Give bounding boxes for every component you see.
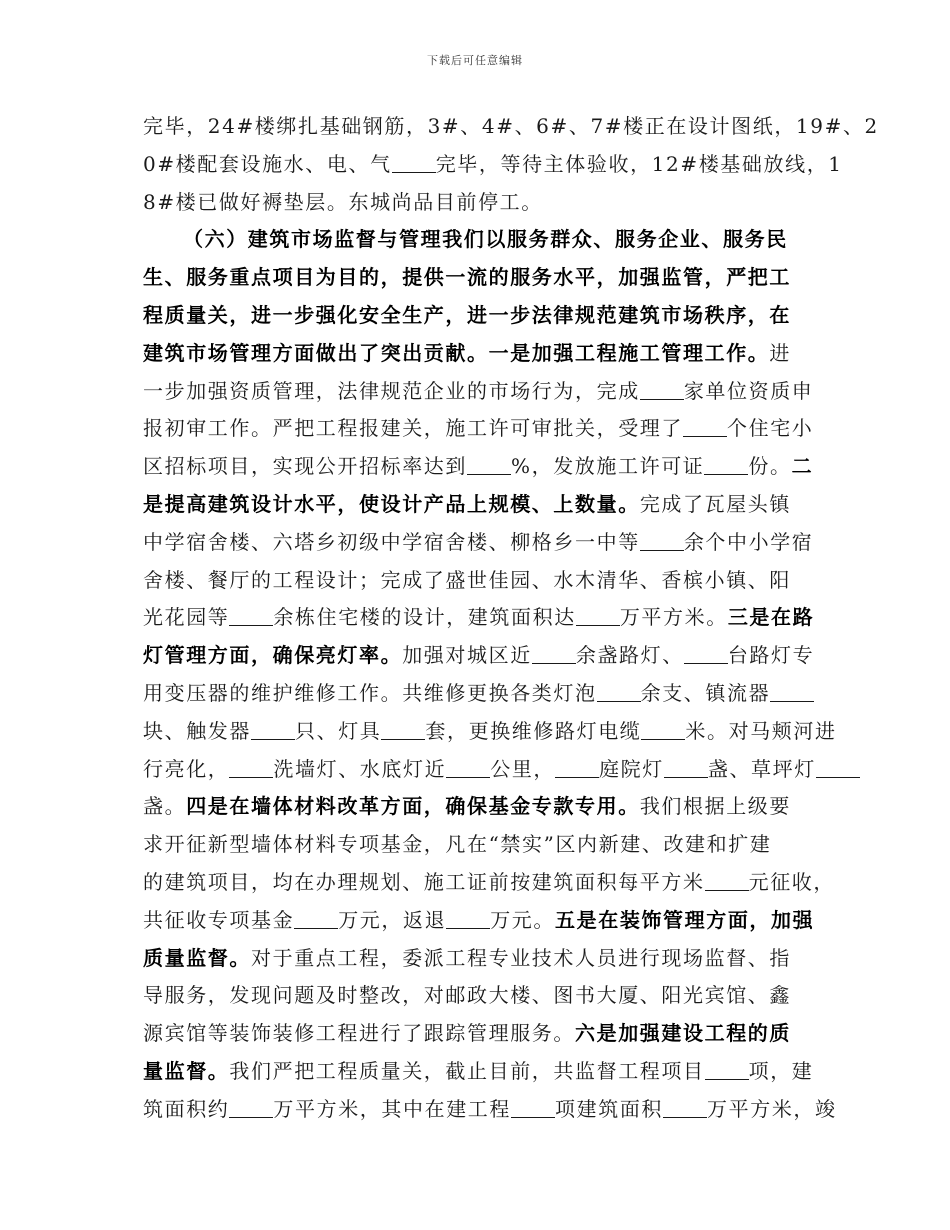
- text-line: [143, 373, 813, 411]
- fill-in-blank: [532, 645, 576, 664]
- fill-in-blank: [664, 759, 708, 778]
- bold-text: 六是加强建设工程的质: [575, 1021, 791, 1046]
- text-line: [143, 297, 813, 335]
- text-segment: 求开征新型墙体材料专项基金，凡在“禁实”区内新建、改建和扩建: [143, 832, 772, 857]
- bold-text: 二: [791, 454, 814, 479]
- fill-in-blank: [663, 1099, 707, 1118]
- text-segment: 套，更换维修路灯电缆: [425, 718, 642, 743]
- text-segment: 用变压器的维护维修工作。共维修更换各类灯泡: [143, 680, 597, 705]
- fill-in-blank: [684, 645, 728, 664]
- bold-text: （六）建筑市场监督与管理我们以服务群众、服务企业、服务民: [183, 227, 788, 252]
- text-segment: 报初审工作。严把工程报建关，施工许可审批关，受理了: [143, 416, 683, 441]
- text-segment: 源宾馆等装饰装修工程进行了跟踪管理服务。: [143, 1021, 575, 1046]
- text-line: [143, 788, 813, 826]
- document-body: [143, 108, 879, 1129]
- bold-text: 四是在墙体材料改革方面，确保基金专款专用。: [186, 794, 640, 819]
- fill-in-blank: [446, 910, 490, 929]
- fill-in-blank: [467, 456, 511, 475]
- fill-in-blank: [640, 381, 684, 400]
- bold-text: 质量监督。: [143, 945, 251, 970]
- text-line: [143, 335, 813, 373]
- page-header: 下载后可任意编辑: [427, 54, 523, 67]
- fill-in-blank: [705, 1061, 749, 1080]
- text-line: [143, 637, 813, 675]
- text-segment: 余盏路灯、: [575, 643, 684, 668]
- fill-in-blank: [641, 721, 685, 740]
- fill-in-blank: [683, 418, 727, 437]
- text-segment: 项，建: [748, 1058, 814, 1083]
- fill-in-blank: [576, 607, 620, 626]
- text-line: [143, 486, 813, 524]
- bold-text: 五是在装饰管理方面，加强: [555, 907, 815, 932]
- text-line: [143, 1091, 837, 1129]
- text-segment: 盏。: [143, 794, 187, 819]
- text-line: [143, 1053, 813, 1091]
- text-segment: 万平方米。: [619, 605, 728, 630]
- text-segment: 份。: [748, 454, 792, 479]
- text-segment: 万元，返退: [338, 907, 447, 932]
- bold-text: 是提高建筑设计水平，使设计产品上规模、上数量。: [143, 491, 640, 516]
- bold-text: 生、服务重点项目为目的，提供一流的服务水平，加强监管，严把工: [143, 265, 791, 290]
- text-segment: 米。对马颊河进: [685, 718, 837, 743]
- text-line: [143, 940, 813, 978]
- text-segment: 光花园等: [143, 605, 230, 630]
- text-segment: 万平方米，其中在建工程: [273, 1096, 512, 1121]
- text-segment: 余个中小学宿: [683, 529, 814, 554]
- text-line: [143, 977, 813, 1015]
- text-segment: 家单位资质申: [683, 378, 814, 403]
- text-segment: 我们严把工程质量关，截止目前，共监督工程项目: [229, 1058, 705, 1083]
- text-line: [143, 562, 813, 600]
- fill-in-blank: [229, 759, 273, 778]
- text-line: [143, 713, 837, 751]
- text-segment: 万元。: [490, 907, 556, 932]
- fill-in-blank: [597, 683, 641, 702]
- text-line: [143, 751, 816, 789]
- fill-in-blank: [229, 1099, 273, 1118]
- text-segment: 区招标项目，实现公开招标率达到: [143, 454, 467, 479]
- text-segment: 万平方米，竣: [707, 1096, 837, 1121]
- text-segment: 一步加强资质管理，法律规范企业的市场行为，完成: [143, 378, 640, 403]
- text-segment: 台路灯专: [727, 643, 815, 668]
- fill-in-blank: [704, 456, 748, 475]
- text-segment: 完毕，等待主体验收，12#楼基础放线，1: [435, 151, 843, 176]
- text-line: [143, 826, 813, 864]
- bold-text: 灯管理方面，确保亮灯率。: [143, 643, 403, 668]
- text-segment: 块、触发器: [143, 718, 251, 743]
- text-segment: 的建筑项目，均在办理规划、施工证前按建筑面积每平方米: [143, 869, 705, 894]
- text-line: [143, 864, 836, 902]
- text-line: [143, 184, 813, 222]
- fill-in-blank: [816, 759, 860, 778]
- fill-in-blank: [381, 721, 425, 740]
- text-line: [143, 675, 813, 713]
- text-segment: 共征收专项基金: [143, 907, 295, 932]
- text-line: [143, 524, 813, 562]
- bold-text: 三是在路: [727, 605, 815, 630]
- fill-in-blank: [770, 683, 814, 702]
- fill-in-blank: [294, 910, 338, 929]
- text-segment: 0#楼配套设施水、电、气: [143, 151, 392, 176]
- text-segment: 筑面积约: [143, 1096, 230, 1121]
- fill-in-blank: [511, 1099, 555, 1118]
- bold-text: 程质量关，进一步强化安全生产，进一步法律规范建筑市场秩序，在: [143, 302, 791, 327]
- text-segment: 完成了瓦屋头镇: [639, 491, 792, 516]
- fill-in-blank: [392, 154, 436, 173]
- fill-in-blank: [705, 872, 749, 891]
- text-segment: 我们根据上级要: [639, 794, 792, 819]
- text-segment: 行亮化，: [143, 756, 230, 781]
- text-segment: 庭院灯: [599, 756, 664, 781]
- fill-in-blank: [251, 721, 295, 740]
- text-segment: 对于重点工程，委派工程专业技术人员进行现场监督、指: [251, 945, 791, 970]
- text-line: [143, 259, 813, 297]
- text-segment: 舍楼、餐厅的工程设计；完成了盛世佳园、水木清华、香槟小镇、阳: [143, 567, 791, 592]
- text-segment: 导服务，发现问题及时整改，对邮政大楼、图书大厦、阳光宾馆、鑫: [143, 983, 791, 1008]
- text-segment: 完毕，24#楼绑扎基础钢筋，3#、4#、6#、7#楼正在设计图纸，19#、2: [143, 114, 879, 138]
- text-segment: 余栋住宅楼的设计，建筑面积达: [273, 605, 576, 630]
- text-line: [143, 108, 879, 146]
- text-line: [143, 448, 813, 486]
- bold-text: 建筑市场管理方面做出了突出贡献。一是加强工程施工管理工作。: [143, 340, 770, 365]
- text-segment: %，发放施工许可证: [511, 454, 705, 479]
- text-segment: 8#楼已做好褥垫层。东城尚品目前停工。: [143, 189, 543, 214]
- text-line: [143, 902, 813, 940]
- text-segment: 洗墙灯、水底灯近: [273, 756, 447, 781]
- text-segment: 公里，: [490, 756, 556, 781]
- text-segment: 进: [769, 340, 792, 365]
- text-segment: 加强对城区近: [402, 643, 532, 668]
- text-segment: 盏、草坪灯: [707, 756, 816, 781]
- text-segment: 中学宿舍楼、六塔乡初级中学宿舍楼、柳格乡一中等: [143, 529, 640, 554]
- bold-text: 量监督。: [143, 1058, 230, 1083]
- text-segment: 只、灯具: [295, 718, 382, 743]
- text-line: [143, 410, 813, 448]
- text-segment: 个住宅小: [727, 416, 814, 441]
- fill-in-blank: [555, 759, 599, 778]
- fill-in-blank: [229, 607, 273, 626]
- text-line: [143, 146, 843, 184]
- text-line: [143, 221, 813, 259]
- text-line: [143, 599, 813, 637]
- text-segment: 元征收，: [748, 869, 836, 894]
- text-line: [143, 1015, 813, 1053]
- fill-in-blank: [446, 759, 490, 778]
- fill-in-blank: [640, 532, 684, 551]
- text-segment: 余支、镇流器: [640, 680, 771, 705]
- text-segment: 项建筑面积: [555, 1096, 664, 1121]
